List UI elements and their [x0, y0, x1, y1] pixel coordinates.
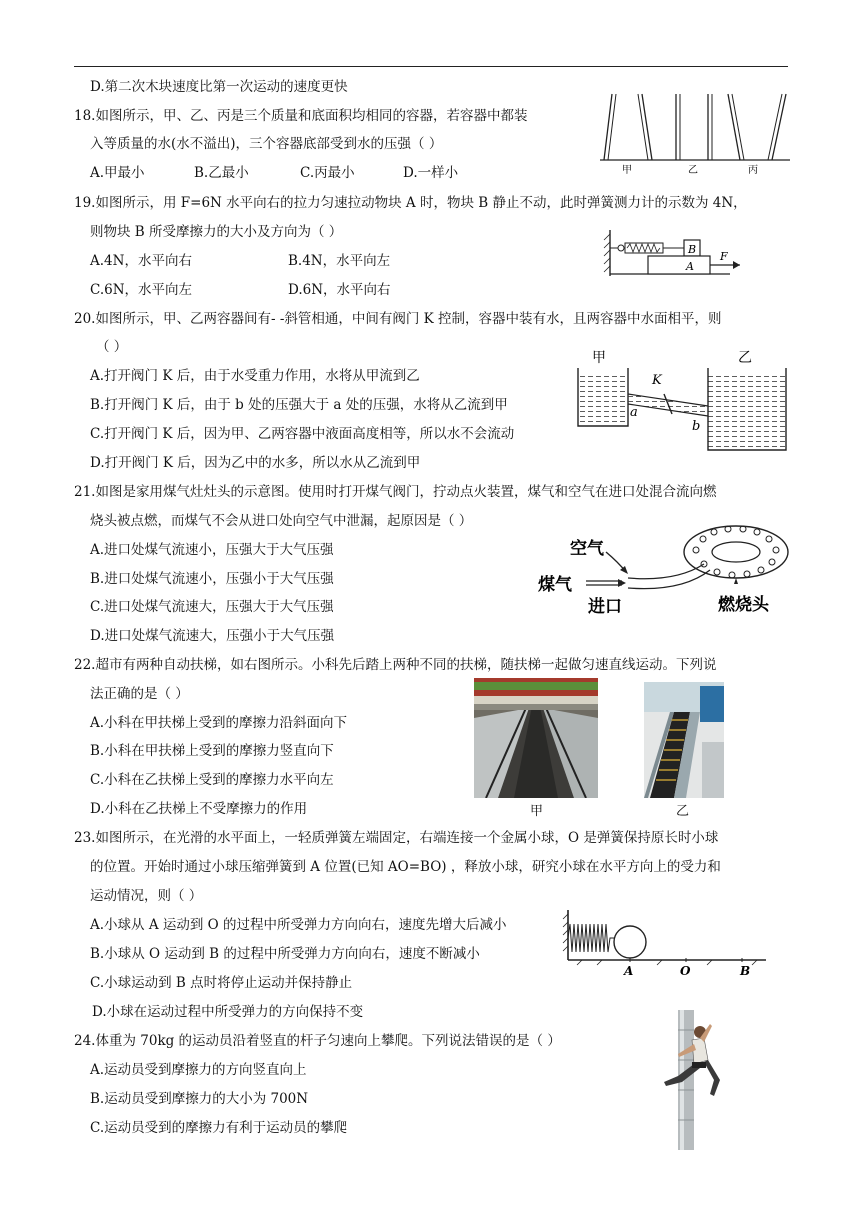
- q21-option-c: C.进口处煤气流速大，压强大于大气压强: [90, 599, 334, 615]
- q21-option-a: A.进口处煤气流速小，压强大于大气压强: [90, 542, 334, 558]
- q20-option-d: D.打开阀门 K 后，因为乙中的水多，所以水从乙流到甲: [90, 455, 421, 471]
- q18-label-jia: 甲: [622, 165, 632, 176]
- q21-option-d: D.进口处煤气流速大，压强小于大气压强: [90, 628, 335, 644]
- q20-option-c: C.打开阀门 K 后，因为甲、乙两容器中液面高度相等，所以水不会流动: [90, 426, 515, 442]
- q22-label-yi: 乙: [676, 804, 690, 819]
- q19-spring-block-figure: [600, 226, 750, 282]
- q20-label-k: K: [652, 373, 662, 388]
- q22-option-b: B.小科在甲扶梯上受到的摩擦力竖直向下: [90, 743, 334, 759]
- q20-label-yi: 乙: [738, 350, 752, 366]
- q18-label-yi: 乙: [688, 165, 698, 176]
- q20-connected-vessels-figure: [572, 344, 792, 456]
- q18-label-bing: 丙: [748, 165, 758, 176]
- q21-stem-line1: 21.如图是家用煤气灶灶头的示意图。使用时打开煤气阀门，拧动点火装置，煤气和空气在进口处混合流向燃: [74, 484, 717, 500]
- q22-stem-line1: 22.超市有两种自动扶梯，如右图所示。小科先后踏上两种不同的扶梯，随扶梯一起做匀速直线运动。下列说: [74, 657, 717, 673]
- q19-option-d: D.6N，水平向右: [288, 282, 391, 298]
- q22-escalator-yi-photo: [644, 682, 724, 798]
- q23-option-d: D.小球在运动过程中所受弹力的方向保持不变: [92, 1004, 364, 1020]
- q18-option-b: B.乙最小: [194, 165, 249, 181]
- q21-stem-line2: 烧头被点燃，而煤气不会从进口处向空气中泄漏，起原因是（ ）: [90, 513, 473, 529]
- q24-option-b: B.运动员受到摩擦力的大小为 700N: [90, 1091, 309, 1107]
- q23-stem-line2: 的位置。开始时通过小球压缩弹簧到 A 位置(已知 AO=BO) ，释放小球，研究小球在水平方向上的受力和: [90, 859, 721, 875]
- q23-label-a: A: [624, 964, 634, 978]
- q18-stem-line1: 18.如图所示，甲、乙、丙是三个质量和底面积均相同的容器，若容器中都装: [74, 108, 528, 124]
- q19-label-f: F: [720, 250, 728, 263]
- q22-escalator-jia-photo: [474, 678, 598, 798]
- q20-option-b: B.打开阀门 K 后，由于 b 处的压强大于 a 处的压强，水将从乙流到甲: [90, 397, 508, 413]
- q19-stem-line2: 则物块 B 所受摩擦力的大小及方向为（ ）: [90, 224, 343, 240]
- q23-option-c: C.小球运动到 B 点时将停止运动并保持静止: [90, 975, 353, 991]
- q23-label-b: B: [740, 964, 751, 978]
- q20-option-a: A.打开阀门 K 后，由于水受重力作用，水将从甲流到乙: [90, 368, 420, 384]
- q24-pole-climber-photo: [648, 1010, 738, 1150]
- q19-option-b: B.4N，水平向左: [288, 253, 391, 269]
- q18-option-d: D.一样小: [403, 165, 459, 181]
- q19-label-a: A: [686, 260, 694, 273]
- q20-label-jia: 甲: [592, 350, 606, 366]
- q22-stem-line2: 法正确的是（ ）: [90, 686, 189, 702]
- q23-stem-line1: 23.如图所示，在光滑的水平面上，一轻质弹簧左端固定，右端连接一个金属小球，O 是弹簧保持原长时小球: [74, 830, 719, 846]
- q22-option-a: A.小科在甲扶梯上受到的摩擦力沿斜面向下: [90, 715, 348, 731]
- q21-gas-stove-figure: [536, 524, 792, 618]
- q24-option-a: A.运动员受到摩擦力的方向竖直向上: [90, 1062, 307, 1078]
- q23-spring-ball-figure: [562, 908, 772, 978]
- q21-label-burner: 燃烧头: [718, 595, 769, 615]
- q18-stem-line2: 入等质量的水(水不溢出)，三个容器底部受到水的压强（ ）: [90, 136, 443, 152]
- q23-stem-line3: 运动情况，则（ ）: [90, 888, 203, 904]
- q21-label-inlet: 进口: [588, 597, 622, 617]
- q21-option-b: B.进口处煤气流速小，压强小于大气压强: [90, 571, 334, 587]
- q21-label-air: 空气: [570, 539, 604, 559]
- q18-option-c: C.丙最小: [300, 165, 355, 181]
- q23-label-o: O: [680, 964, 691, 978]
- q18-containers-figure: [600, 90, 790, 176]
- q20-stem-line1: 20.如图所示，甲、乙两容器间有- -斜管相通，中间有阀门 K 控制，容器中装有水，且两容器中水面相平，则: [74, 311, 722, 327]
- header-rule: [74, 66, 788, 67]
- q19-stem-line1: 19.如图所示，用 F=6N 水平向右的拉力匀速拉动物块 A 时，物块 B 静止不动，此时弹簧测力计的示数为 4N，: [74, 195, 747, 211]
- q17-option-d: D.第二次木块速度比第一次运动的速度更快: [90, 79, 348, 95]
- q23-option-b: B.小球从 O 运动到 B 的过程中所受弹力方向向右，速度不断减小: [90, 946, 480, 962]
- q23-option-a: A.小球从 A 运动到 O 的过程中所受弹力方向向右，速度先增大后减小: [90, 917, 507, 933]
- q22-option-c: C.小科在乙扶梯上受到的摩擦力水平向左: [90, 772, 334, 788]
- q20-label-b: b: [692, 419, 701, 434]
- q18-option-a: A.甲最小: [90, 165, 145, 181]
- q22-label-jia: 甲: [530, 804, 544, 819]
- q20-stem-line2: （ ）: [96, 339, 128, 355]
- q19-label-b: B: [688, 243, 697, 256]
- q24-option-c: C.运动员受到的摩擦力有利于运动员的攀爬: [90, 1120, 348, 1136]
- q19-option-c: C.6N，水平向左: [90, 282, 193, 298]
- q20-label-a: a: [630, 405, 638, 420]
- q22-option-d: D.小科在乙扶梯上不受摩擦力的作用: [90, 801, 308, 817]
- q21-label-gas: 煤气: [538, 575, 572, 595]
- q24-stem-line1: 24.体重为 70kg 的运动员沿着竖直的杆子匀速向上攀爬。下列说法错误的是（ ）: [74, 1033, 561, 1049]
- q19-option-a: A.4N，水平向右: [90, 253, 192, 269]
